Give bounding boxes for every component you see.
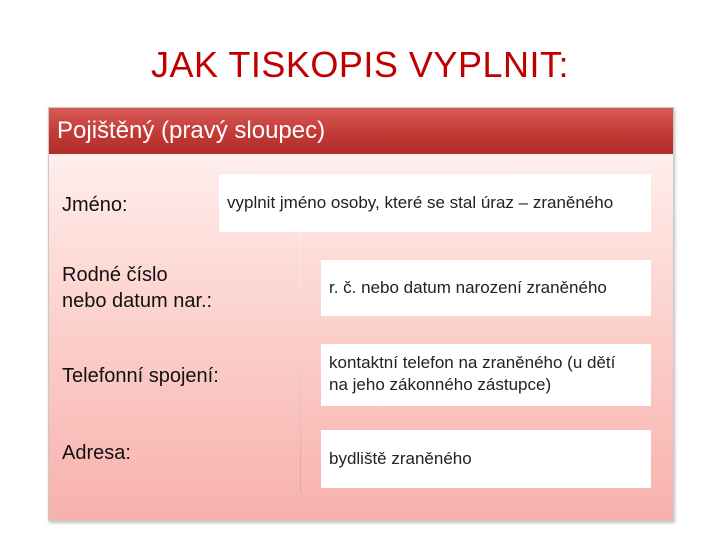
panel-header: Pojištěný (pravý sloupec) [49,108,673,154]
page-title: JAK TISKOPIS VYPLNIT: [151,44,569,85]
value-phone-line2: na jeho zákonného zástupce) [329,375,552,394]
insured-panel [48,107,674,521]
label-birth-number-line1: Rodné číslo [62,264,168,286]
value-phone-line1: kontaktní telefon na zraněného (u dětí [329,353,616,372]
label-birth-number-line2: nebo datum nar.: [62,290,213,312]
value-address: bydliště zraněného [321,430,651,488]
label-birth-number [62,262,212,314]
value-birth-number: r. č. nebo datum narození zraněného [321,260,651,316]
label-address: Adresa: [62,442,131,464]
value-phone [321,344,651,406]
label-phone: Telefonní spojení: [62,365,219,387]
label-name: Jméno: [62,194,128,216]
value-name: vyplnit jméno osoby, které se stal úraz – zraněného [219,174,651,232]
